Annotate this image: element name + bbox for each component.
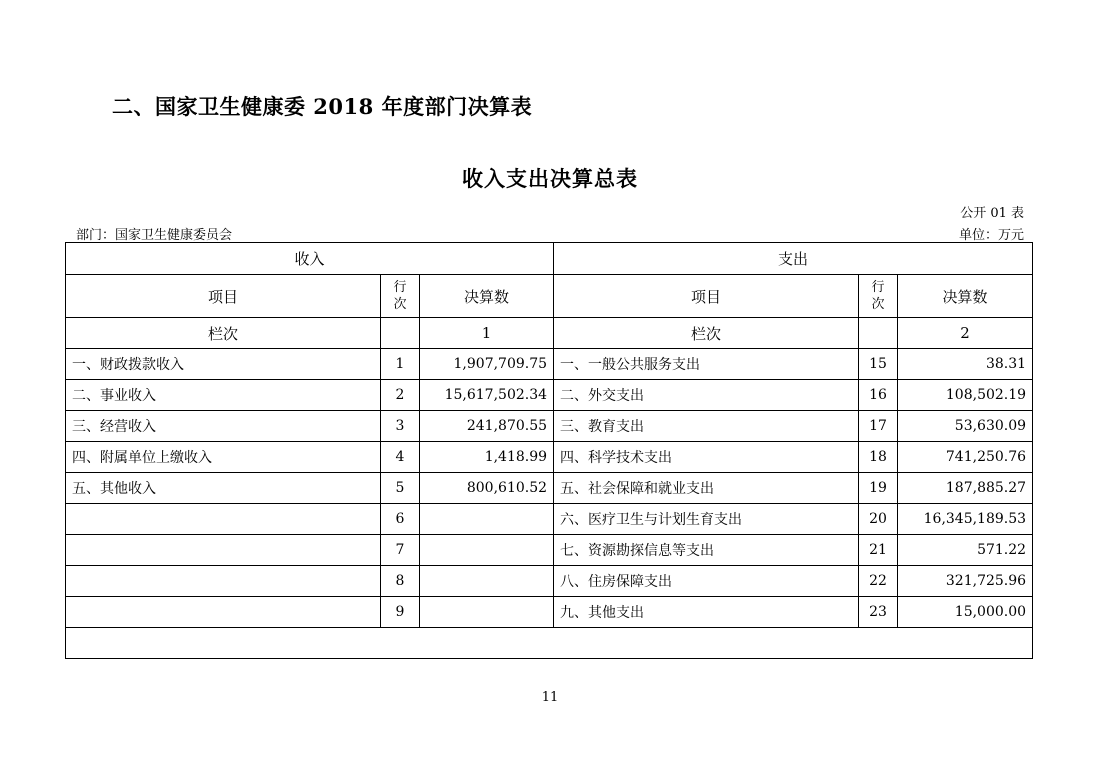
expense-amount-cell: 108,502.19 (898, 380, 1033, 411)
expense-amount-cell: 38.31 (898, 349, 1033, 380)
expense-item-cell: 八、住房保障支出 (554, 566, 859, 597)
expense-item-header: 项目 (554, 275, 859, 318)
table-row (66, 411, 1033, 442)
expense-amount-cell: 15,000.00 (898, 597, 1033, 628)
form-number: 公开 01 表 (960, 206, 1024, 221)
expense-item-cell: 九、其他支出 (554, 597, 859, 628)
income-amount-header: 决算数 (420, 275, 554, 318)
income-amount-cell (420, 597, 554, 628)
income-expense-table (65, 242, 1033, 659)
expense-item-cell: 一、一般公共服务支出 (554, 349, 859, 380)
income-amount-cell: 15,617,502.34 (420, 380, 554, 411)
income-line-cell: 2 (381, 380, 420, 411)
income-line-cell: 4 (381, 442, 420, 473)
empty-cell (859, 318, 898, 349)
expense-line-cell: 22 (859, 566, 898, 597)
expense-line-cell: 16 (859, 380, 898, 411)
income-amount-cell (420, 566, 554, 597)
income-amount-cell: 241,870.55 (420, 411, 554, 442)
income-item-cell: 一、财政拨款收入 (66, 349, 381, 380)
table-row (66, 566, 1033, 597)
expense-item-cell: 三、教育支出 (554, 411, 859, 442)
expense-item-cell: 二、外交支出 (554, 380, 859, 411)
income-amount-cell (420, 504, 554, 535)
income-item-cell (66, 566, 381, 597)
income-item-cell (66, 504, 381, 535)
header-row-column-numbers (66, 318, 1033, 349)
table-row (66, 597, 1033, 628)
empty-cell (66, 628, 1033, 659)
income-amount-cell: 1,418.99 (420, 442, 554, 473)
section-title: 二、国家卫生健康委 2018 年度部门决算表 (112, 94, 533, 119)
line-header-top: 行 (393, 280, 407, 295)
table-row (66, 473, 1033, 504)
income-line-cell: 5 (381, 473, 420, 504)
expense-column-no: 2 (898, 318, 1033, 349)
header-row-columns (66, 275, 1033, 318)
line-header-bottom: 次 (393, 297, 407, 312)
expense-line-cell: 21 (859, 535, 898, 566)
income-item-cell: 五、其他收入 (66, 473, 381, 504)
expense-item-cell: 七、资源勘探信息等支出 (554, 535, 859, 566)
income-item-header: 项目 (66, 275, 381, 318)
expense-item-cell: 六、医疗卫生与计划生育支出 (554, 504, 859, 535)
income-amount-cell: 800,610.52 (420, 473, 554, 504)
income-line-cell: 1 (381, 349, 420, 380)
income-line-cell: 9 (381, 597, 420, 628)
income-line-cell: 8 (381, 566, 420, 597)
expense-amount-cell: 16,345,189.53 (898, 504, 1033, 535)
expense-line-cell: 17 (859, 411, 898, 442)
expense-line-cell: 23 (859, 597, 898, 628)
income-amount-cell (420, 535, 554, 566)
table-title: 收入支出决算总表 (462, 166, 638, 191)
expense-line-header (859, 275, 898, 318)
income-item-cell (66, 535, 381, 566)
expense-line-cell: 19 (859, 473, 898, 504)
expense-column-no-label: 栏次 (554, 318, 859, 349)
table-row (66, 380, 1033, 411)
expense-line-cell: 20 (859, 504, 898, 535)
expense-line-cell: 18 (859, 442, 898, 473)
expense-amount-header: 决算数 (898, 275, 1033, 318)
line-header-bottom: 次 (871, 297, 885, 312)
department-label: 部门：国家卫生健康委员会 (76, 228, 233, 243)
expense-amount-cell: 321,725.96 (898, 566, 1033, 597)
table-row (66, 442, 1033, 473)
expense-amount-cell: 741,250.76 (898, 442, 1033, 473)
income-line-header (381, 275, 420, 318)
expense-amount-cell: 187,885.27 (898, 473, 1033, 504)
income-column-no: 1 (420, 318, 554, 349)
page-number: 11 (541, 690, 559, 705)
expense-amount-cell: 53,630.09 (898, 411, 1033, 442)
income-amount-cell: 1,907,709.75 (420, 349, 554, 380)
table-row-empty (66, 628, 1033, 659)
income-header: 收入 (66, 243, 554, 275)
expense-amount-cell: 571.22 (898, 535, 1033, 566)
line-header-top: 行 (871, 280, 885, 295)
table-row (66, 535, 1033, 566)
expense-header: 支出 (554, 243, 1033, 275)
expense-item-cell: 五、社会保障和就业支出 (554, 473, 859, 504)
expense-line-cell: 15 (859, 349, 898, 380)
unit-label: 单位：万元 (958, 228, 1024, 243)
income-item-cell: 四、附属单位上缴收入 (66, 442, 381, 473)
income-item-cell: 二、事业收入 (66, 380, 381, 411)
income-item-cell (66, 597, 381, 628)
income-item-cell: 三、经营收入 (66, 411, 381, 442)
income-line-cell: 6 (381, 504, 420, 535)
table-row (66, 349, 1033, 380)
income-line-cell: 7 (381, 535, 420, 566)
income-line-cell: 3 (381, 411, 420, 442)
income-column-no-label: 栏次 (66, 318, 381, 349)
table-row (66, 504, 1033, 535)
expense-item-cell: 四、科学技术支出 (554, 442, 859, 473)
empty-cell (381, 318, 420, 349)
header-row-sections (66, 243, 1033, 275)
